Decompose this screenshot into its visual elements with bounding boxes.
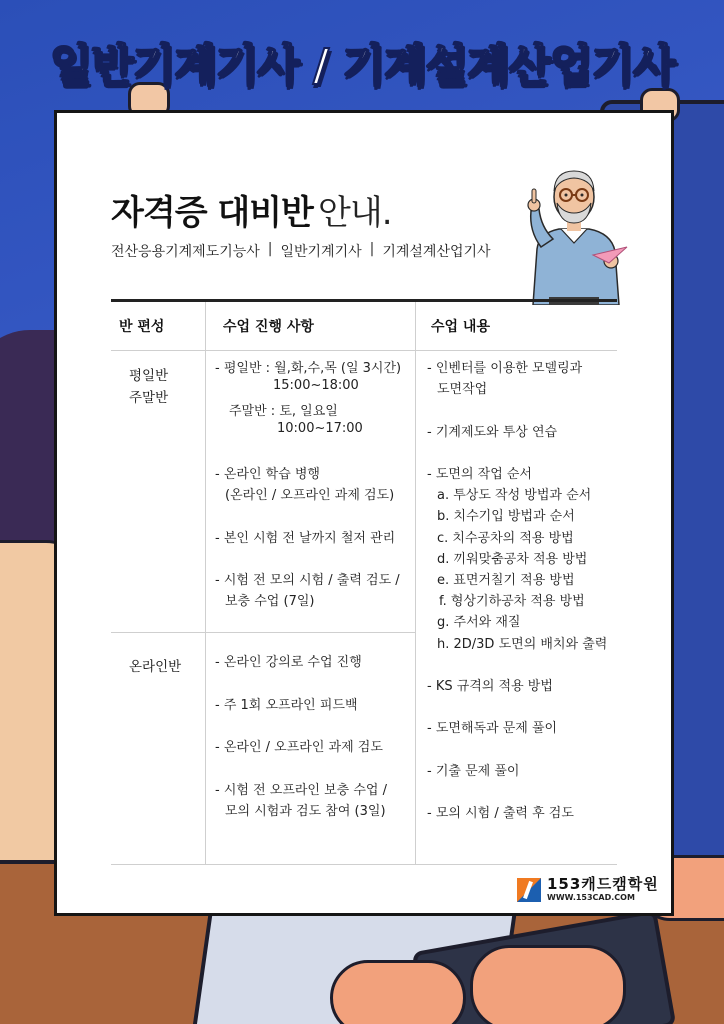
header-group: 반 편성: [119, 319, 165, 335]
content-line: - 기출 문제 풀이: [427, 764, 520, 779]
content-line: - 도면해독과 문제 풀이: [427, 721, 558, 736]
content-line: - 기계제도와 투상 연습: [427, 425, 558, 440]
background-hand-right: [470, 945, 626, 1024]
content-line: h. 2D/3D 도면의 배치와 출력: [437, 637, 608, 652]
group-label-online: [129, 656, 181, 678]
content-line: - KS 규격의 적용 방법: [427, 679, 553, 694]
subtitle-item: 기계설계산업기사: [382, 244, 491, 260]
content-line: 도면작업: [437, 382, 488, 397]
table-column-divider: [415, 302, 416, 865]
header-schedule: 수업 진행 사항: [223, 319, 314, 335]
banner-title: 일반기계기사 / 기계설계산업기사: [49, 40, 675, 91]
table-top-rule: [111, 299, 617, 302]
background-hand-left: [330, 960, 466, 1024]
subtitle-separator: |: [267, 241, 273, 257]
content-line: c. 치수공차의 적용 방법: [437, 531, 574, 546]
content-line: b. 치수기입 방법과 순서: [437, 509, 575, 524]
schedule-line: - 평일반 : 월,화,수,목 (일 3시간): [215, 361, 402, 376]
schedule-line: (온라인 / 오프라인 과제 검도): [225, 488, 395, 503]
group-label-line: 평일반: [129, 368, 169, 384]
academy-name: 153캐드캠학원: [547, 875, 659, 893]
schedule-line: 모의 시험과 검도 참여 (3일): [225, 804, 386, 819]
page-heading: [111, 185, 392, 234]
group-label-line: 주말반: [129, 390, 169, 406]
schedule-line: - 온라인 / 오프라인 과제 검도: [215, 740, 383, 755]
table-bottom-rule: [111, 864, 617, 865]
group-label-weekday-weekend: [129, 365, 168, 409]
content-line: d. 끼워맞춤공차 적용 방법: [437, 552, 588, 567]
schedule-line: - 온라인 학습 병행: [215, 467, 320, 482]
content-line: a. 투상도 작성 방법과 순서: [437, 488, 592, 503]
schedule-line: - 본인 시험 전 날까지 철저 관리: [215, 531, 396, 546]
schedule-line: - 온라인 강의로 수업 진행: [215, 655, 362, 670]
subtitle-separator: |: [369, 241, 375, 257]
table-header-divider: [111, 350, 617, 351]
schedule-line: - 시험 전 모의 시험 / 출력 검도 /: [215, 573, 400, 588]
heading-light: 안내.: [318, 193, 392, 233]
content-line: g. 주서와 재질: [437, 615, 521, 630]
info-card: [54, 110, 674, 916]
title-banner: [30, 22, 694, 100]
subtitle-item: 일반기계기사: [280, 244, 362, 260]
schedule-line: - 주 1회 오프라인 피드백: [215, 698, 358, 713]
academy-url: WWW.153CAD.COM: [547, 893, 635, 902]
table-group-divider: [111, 632, 415, 633]
table-column-divider: [205, 302, 206, 865]
heading-bold: 자격증 대비반: [111, 193, 313, 233]
subtitle-item: 전산응용기계제도기능사: [111, 244, 260, 260]
content-line: e. 표면거칠기 적용 방법: [437, 573, 575, 588]
schedule-line: 주말반 : 토, 일요일: [229, 404, 338, 419]
schedule-line: - 시험 전 오프라인 보충 수업 /: [215, 783, 388, 798]
content-line: f. 형상기하공차 적용 방법: [439, 594, 585, 609]
content-line: - 모의 시험 / 출력 후 검도: [427, 806, 574, 821]
header-content: 수업 내용: [431, 319, 490, 335]
group-label-line: 온라인반: [129, 659, 182, 675]
schedule-line: 15:00~18:00: [273, 378, 359, 393]
content-line: - 도면의 작업 순서: [427, 467, 532, 482]
course-table: [111, 299, 617, 865]
teacher-mascot: [519, 151, 629, 305]
academy-logo-icon: [517, 878, 541, 902]
academy-logo: [517, 877, 659, 902]
content-line: - 인벤터를 이용한 모델링과: [427, 361, 583, 376]
schedule-line: 10:00~17:00: [277, 421, 363, 436]
schedule-line: 보충 수업 (7일): [225, 594, 315, 609]
course-subtitle: [111, 241, 491, 261]
